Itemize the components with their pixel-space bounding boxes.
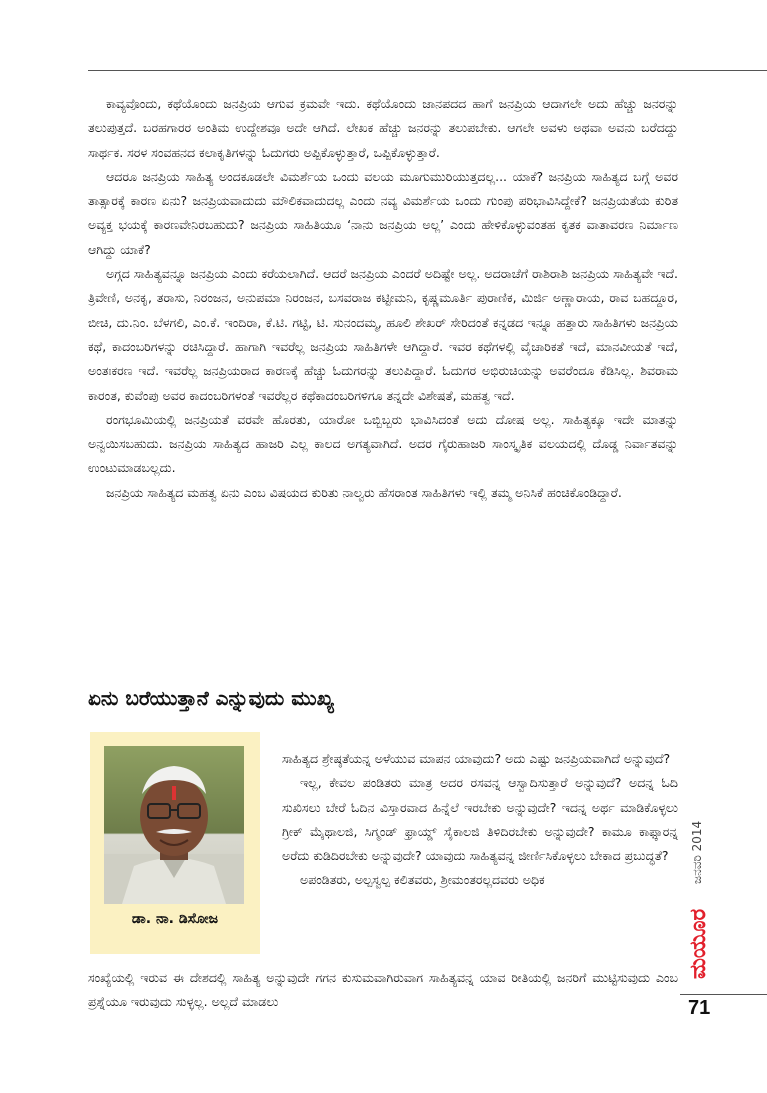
page-number: 71: [688, 997, 711, 1019]
paragraph: ರಂಗಭೂಮಿಯಲ್ಲಿ ಜನಪ್ರಿಯತೆ ವರವೇ ಹೊರತು, ಯಾರೋ ಒಬ್ಬಿಬ್ಬರು ಭಾವಿಸಿದಂತೆ ಅದು ದೋಷ ಅಲ್ಲ. ಸಾಹಿತ್ಯಕ್ಕೂ ಇದೇ ಮಾತನ್ನು ಅನ್ವಯಿಸಬಹುದು. ಜನಪ್ರಿಯ ಸಾಹಿತ್ಯದ ಹಾಜರಿ ಎಲ್ಲ ಕಾಲದ ಅಗತ್ಯವಾಗಿದೆ. ಅದರ ಗೈರುಹಾಜರಿ ಸಾಂಸ್ಕೃತಿಕ ವಲಯದಲ್ಲಿ ದೊಡ್ಡ ನಿರ್ವಾತವನ್ನು ಉಂಟುಮಾಡಬಲ್ಲದು.: [88, 411, 678, 476]
intro-text: [88, 92, 678, 505]
top-rule: [88, 70, 767, 71]
section-heading: ಏನು ಬರೆಯುತ್ತಾನೆ ಎನ್ನುವುದು ಮುಖ್ಯ: [88, 686, 334, 710]
magazine-logo: ಮಯೂರ: [686, 908, 711, 980]
author-photo-box: [90, 732, 260, 954]
page-number-rule: [680, 994, 767, 995]
paragraph: ಆದರೂ ಜನಪ್ರಿಯ ಸಾಹಿತ್ಯ ಅಂದಕೂಡಲೇ ವಿಮರ್ಶೆಯ ಒಂದು ವಲಯ ಮೂಗುಮುರಿಯುತ್ತದಲ್ಲ... ಯಾಕೆ? ಜನಪ್ರಿಯ ಸಾಹಿತ್ಯದ ಬಗ್ಗೆ ಅವರ ತಾತ್ಸಾರಕ್ಕೆ ಕಾರಣ ಏನು? ಜನಪ್ರಿಯವಾದುದು ಮೌಲಿಕವಾದುದಲ್ಲ ಎಂದು ನವ್ಯ ವಿಮರ್ಶೆಯ ಒಂದು ಗುಂಪು ಪರಿಭಾವಿಸಿದ್ದೇಕೆ? ಜನಪ್ರಿಯತೆಯ ಕುರಿತ ಅವ್ಯಕ್ತ ಭಯಕ್ಕೆ ಕಾರಣವೇನಿರಬಹುದು? ಜನಪ್ರಿಯ ಸಾಹಿತಿಯೂ ‘ನಾನು ಜನಪ್ರಿಯ ಅಲ್ಲ’ ಎಂದು ಹೇಳಿಕೊಳ್ಳುವಂತಹ ಕೃತಕ ವಾತಾವರಣ ನಿರ್ಮಾಣ ಆಗಿದ್ದು ಯಾಕೆ?: [88, 168, 678, 257]
paragraph: ಅಗ್ಗದ ಸಾಹಿತ್ಯವನ್ನೂ ಜನಪ್ರಿಯ ಎಂದು ಕರೆಯಲಾಗಿದೆ. ಆದರೆ ಜನಪ್ರಿಯ ಎಂದರೆ ಅದಿಷ್ಟೇ ಅಲ್ಲ. ಅದರಾಚೆಗೆ ರಾಶಿರಾಶಿ ಜನಪ್ರಿಯ ಸಾಹಿತ್ಯವೇ ಇದೆ. ತ್ರಿವೇಣಿ, ಅನಕೃ, ತರಾಸು, ನಿರಂಜನ, ಅನುಪಮಾ ನಿರಂಜನ, ಬಸವರಾಜ ಕಟ್ಟೀಮನಿ, ಕೃಷ್ಣಮೂರ್ತಿ ಪುರಾಣಿಕ, ಮಿರ್ಜಿ ಅಣ್ಣಾರಾಯ, ರಾವ ಬಹದ್ದೂರ, ಬೀಚಿ, ದು.ನಿಂ. ಬೆಳಗಲಿ, ಎಂ.ಕೆ. ಇಂದಿರಾ, ಕೆ.ಟಿ. ಗಟ್ಟಿ, ಟಿ. ಸುನಂದಮ್ಮ, ಹೂಲಿ ಶೇಖರ್ ಸೇರಿದಂತೆ ಕನ್ನಡದ ಇನ್ನೂ ಹತ್ತಾರು ಸಾಹಿತಿಗಳು ಜನಪ್ರಿಯ ಕಥೆ, ಕಾದಂಬರಿಗಳನ್ನು ರಚಿಸಿದ್ದಾರೆ. ಹಾಗಾಗಿ ಇವರೆಲ್ಲ ಜನಪ್ರಿಯ ಸಾಹಿತಿಗಳೇ ಆಗಿದ್ದಾರೆ. ಇವರ ಕಥೆಗಳಲ್ಲಿ ವೈಚಾರಿಕತೆ ಇದೆ, ಮಾನವೀಯತೆ ಇದೆ, ಅಂತಃಕರಣ ಇದೆ. ಇವರೆಲ್ಲ ಜನಪ್ರಿಯರಾದ ಕಾರಣಕ್ಕೆ ಹೆಚ್ಚು ಓದುಗರನ್ನು ತಲುಪಿದ್ದಾರೆ. ಓದುಗರ ಅಭಿರುಚಿಯನ್ನು ಅವರೆಂದೂ ಕೆಡಿಸಿಲ್ಲ. ಶಿವರಾಮ ಕಾರಂತ, ಕುವೆಂಪು ಅವರ ಕಾದಂಬರಿಗಳಂತೆ ಇವರೆಲ್ಲರ ಕಥೆಕಾದಂಬರಿಗಳಿಗೂ ತನ್ನದೇ ವಿಶೇಷತೆ, ಮಹತ್ವ ಇದೆ.: [88, 266, 678, 403]
column-text: [282, 747, 678, 893]
paragraph: ಅಪಂಡಿತರು, ಅಲ್ಪಸ್ವಲ್ಪ ಕಲಿತವರು, ಶ್ರೀಮಂತರಲ್ಲದವರು ಅಧಿಕ: [300, 872, 545, 888]
author-caption: ಡಾ. ನಾ. ಡಿಸೋಜ: [131, 911, 219, 927]
paragraph: ಸಾಹಿತ್ಯದ ಶ್ರೇಷ್ಠತೆಯನ್ನ ಅಳೆಯುವ ಮಾಪನ ಯಾವುದು? ಅದು ಎಷ್ಟು ಜನಪ್ರಿಯವಾಗಿದೆ ಅನ್ನುವುದೆ?: [282, 751, 671, 766]
issue-date: ಜನವರಿ 2014: [690, 820, 704, 884]
author-photo: [104, 746, 244, 904]
paragraph: ಇಲ್ಲ, ಕೇವಲ ಪಂಡಿತರು ಮಾತ್ರ ಅದರ ರಸವನ್ನ ಆಸ್ವಾದಿಸುತ್ತಾರೆ ಅನ್ನುವುದೆ? ಅದನ್ನ ಓದಿ ಸುಖಿಸಲು ಬೇರೆ ಓದಿನ ವಿಸ್ತಾರವಾದ ಹಿನ್ನೆಲೆ ಇರಬೇಕು ಅನ್ನುವುದೇ? ಇದನ್ನ ಅರ್ಥ ಮಾಡಿಕೊಳ್ಳಲು ಗ್ರೀಕ್ ಮೈಥಾಲಜಿ, ಸಿಗ್ಮಂಡ್ ಫ್ರಾಯ್ಡ್ ಸೈಕಾಲಜಿ ತಿಳಿದಿರಬೇಕು ಅನ್ನುವುದೇ? ಕಾಮೂ ಕಾಫ್ಕಾರನ್ನ ಅರೆದು ಕುಡಿದಿರಬೇಕು ಅನ್ನುವುದೇ? ಯಾವುದು ಸಾಹಿತ್ಯವನ್ನ ಜೀರ್ಣಿಸಿಕೊಳ್ಳಲು ಬೇಕಾದ ಪ್ರಬುದ್ಧತೆ?: [282, 775, 678, 864]
continuation-text: ಸಂಖ್ಯೆಯಲ್ಲಿ ಇರುವ ಈ ದೇಶದಲ್ಲಿ ಸಾಹಿತ್ಯ ಅನ್ನುವುದೇ ಗಗನ ಕುಸುಮವಾಗಿರುವಾಗ ಸಾಹಿತ್ಯವನ್ನ ಯಾವ ರೀತಿಯಲ್ಲಿ ಜನರಿಗೆ ಮುಟ್ಟಿಸುವುದು ಎಂಬ ಪ್ರಶ್ನೆಯೂ ಇರುವುದು ಸುಳ್ಳಲ್ಲ. ಅಲ್ಲದೆ ಮಾಡಲು: [88, 970, 678, 1010]
paragraph: ಕಾವ್ಯವೊಂದು, ಕಥೆಯೊಂದು ಜನಪ್ರಿಯ ಆಗುವ ಕ್ರಮವೇ ಇದು. ಕಥೆಯೊಂದು ಜಾನಪದದ ಹಾಗೆ ಜನಪ್ರಿಯ ಆದಾಗಲೇ ಅದು ಹೆಚ್ಚು ಜನರನ್ನು ತಲುಪುತ್ತದೆ. ಬರಹಗಾರರ ಅಂತಿಮ ಉದ್ದೇಶವೂ ಅದೇ ಆಗಿದೆ. ಲೇಖಕ ಹೆಚ್ಚು ಜನರನ್ನು ತಲುಪಬೇಕು. ಆಗಲೇ ಅವಳು ಅಥವಾ ಅವನು ಬರೆದದ್ದು ಸಾರ್ಥಕ. ಸರಳ ಸಂವಹನದ ಕಲಾಕೃತಿಗಳನ್ನು ಓದುಗರು ಅಪ್ಪಿಕೊಳ್ಳುತ್ತಾರೆ, ಒಪ್ಪಿಕೊಳ್ಳುತ್ತಾರೆ.: [88, 96, 678, 160]
paragraph: ಜನಪ್ರಿಯ ಸಾಹಿತ್ಯದ ಮಹತ್ವ ಏನು ಎಂಬ ವಿಷಯದ ಕುರಿತು ನಾಲ್ವರು ಹೆಸರಾಂತ ಸಾಹಿತಿಗಳು ಇಲ್ಲಿ ತಮ್ಮ ಅನಿಸಿಕೆ ಹಂಚಿಕೊಂಡಿದ್ದಾರೆ.: [106, 484, 622, 500]
portrait-illustration: [104, 746, 244, 904]
